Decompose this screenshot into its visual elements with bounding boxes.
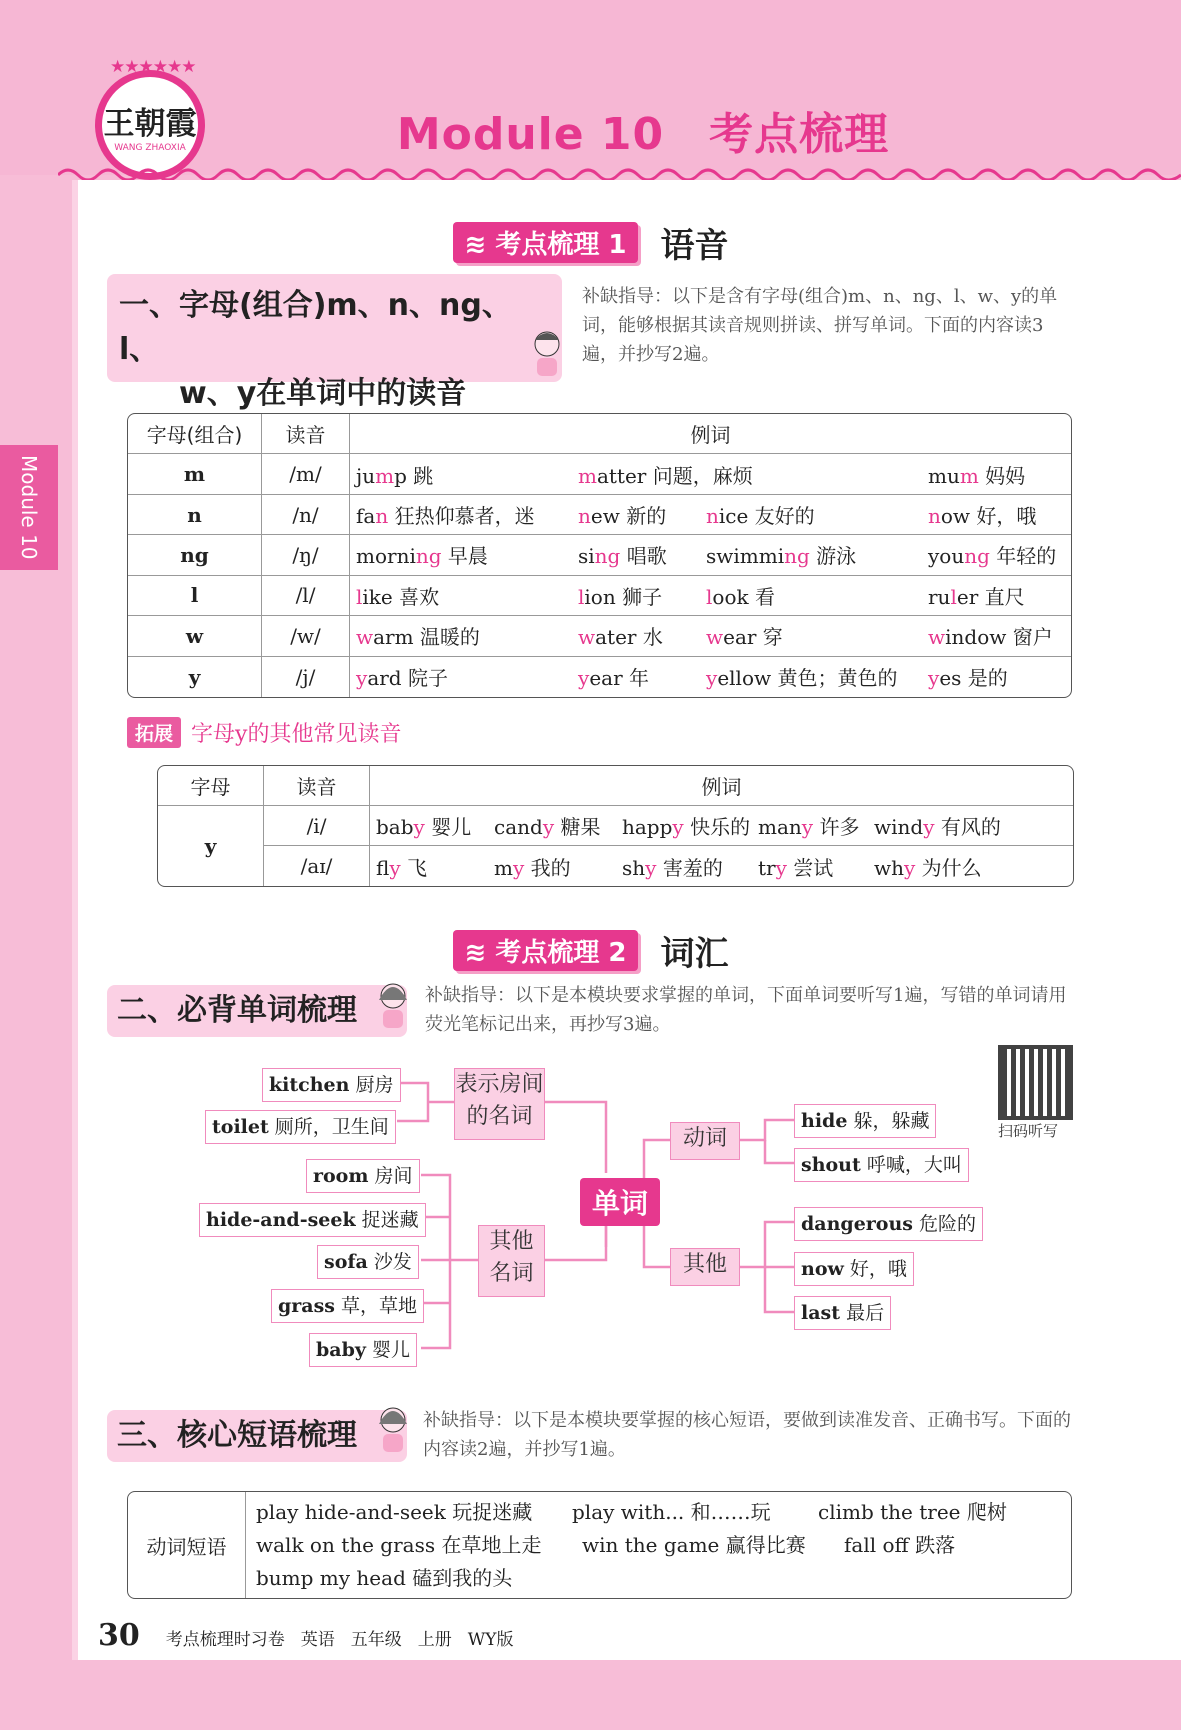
word-part: ju xyxy=(356,463,376,488)
phrase-item: bump my head 磕到我的头 xyxy=(256,1566,513,1590)
phrase-row xyxy=(256,1529,1061,1562)
word-part: y xyxy=(775,855,787,880)
word-part: 我的 xyxy=(524,855,571,880)
word-part: y xyxy=(706,666,718,691)
word-part: 狮子 xyxy=(615,584,663,609)
word-part: y xyxy=(904,855,916,880)
row-sound: /l/ xyxy=(262,576,350,616)
word-part: 糖果 xyxy=(554,815,601,839)
word-part: y xyxy=(356,666,368,691)
word-part: morni xyxy=(356,544,416,569)
word-part: arm xyxy=(373,625,414,650)
word-part: ice xyxy=(718,504,749,529)
row-sound: /j/ xyxy=(262,657,350,697)
row-sound: /ŋ/ xyxy=(262,535,350,575)
word-part: 游泳 xyxy=(809,544,857,569)
category-other-nouns: 其他名词 xyxy=(478,1225,545,1297)
word-part: l xyxy=(950,584,957,609)
col-header-letter: 字母 xyxy=(158,766,264,806)
word-part: atter xyxy=(596,463,647,488)
word-part: 问题，麻烦 xyxy=(646,463,753,488)
footer-subject: 英语 xyxy=(300,1630,335,1650)
word-node-sofa xyxy=(317,1245,419,1279)
word-part: y xyxy=(801,815,814,839)
word-part: fl xyxy=(376,855,390,880)
word-part: 年 xyxy=(622,666,649,691)
word-part: 有风的 xyxy=(934,815,1001,839)
phrase-item: play hide-and-seek 玩捉迷藏 xyxy=(256,1500,533,1524)
word-part: ng xyxy=(784,544,810,569)
word-part: ater xyxy=(595,625,637,650)
logo-text: 王朝霞 xyxy=(103,105,197,142)
phrase-row xyxy=(256,1562,1061,1595)
word-part: es xyxy=(939,666,962,691)
word-part: 喜欢 xyxy=(392,584,440,609)
word-part: 穿 xyxy=(756,625,783,650)
phrase-item: win the game 赢得比赛 xyxy=(582,1533,806,1557)
footer-edition: WY版 xyxy=(467,1630,514,1650)
word-part: m xyxy=(959,463,979,488)
word-part: l xyxy=(356,584,363,609)
word-part: 妈妈 xyxy=(978,463,1026,488)
row-sound: /aɪ/ xyxy=(264,846,370,886)
word-part: 害羞的 xyxy=(656,855,723,880)
word-part: happ xyxy=(622,815,673,839)
section-word: 语音 xyxy=(660,226,729,266)
word-part: ng xyxy=(964,544,990,569)
word-node-now xyxy=(794,1252,914,1286)
word-part: y xyxy=(542,815,555,839)
word-part: ellow xyxy=(717,666,772,691)
word-part: sh xyxy=(622,855,646,880)
col-header-letter: 字母(组合) xyxy=(128,414,262,454)
word-part: you xyxy=(928,544,965,569)
row-sound: /w/ xyxy=(262,616,350,656)
word-part: ru xyxy=(928,584,951,609)
word-zh: 躲，躲藏 xyxy=(853,1110,930,1132)
page-number: 30 xyxy=(98,1618,140,1653)
girl-avatar-icon xyxy=(376,1404,410,1454)
word-part: 水 xyxy=(636,625,663,650)
category-others: 其他 xyxy=(670,1248,740,1286)
section-word: 词汇 xyxy=(660,934,729,974)
word-part: ow xyxy=(940,504,971,529)
footer-grade: 五年级 xyxy=(350,1630,402,1650)
word-part: 院子 xyxy=(401,666,448,691)
word-part: m xyxy=(578,463,597,488)
phrase-item: fall off 跌落 xyxy=(844,1533,956,1557)
extension-tag: 拓展 xyxy=(127,717,181,748)
word-en: dangerous xyxy=(801,1213,913,1235)
mindmap-center: 单词 xyxy=(580,1178,660,1226)
word-part: 友好的 xyxy=(748,504,815,529)
word-en: room xyxy=(313,1165,369,1187)
word-part: bab xyxy=(376,815,414,839)
word-part: m xyxy=(494,855,513,880)
word-part: 许多 xyxy=(813,815,860,839)
word-en: kitchen xyxy=(269,1074,350,1096)
word-node-last xyxy=(794,1296,891,1330)
word-part: y xyxy=(928,666,940,691)
word-part: ng xyxy=(415,544,442,569)
word-en: shout xyxy=(801,1154,861,1176)
word-part: n xyxy=(578,504,591,529)
word-zh: 最后 xyxy=(846,1302,885,1324)
phrase-rows xyxy=(246,1492,1071,1598)
word-node-baby xyxy=(309,1333,417,1367)
part3-guide: 补缺指导：以下是本模块要掌握的核心短语，要做到读准发音、正确书写。下面的内容读2遍，并抄写1遍。 xyxy=(423,1410,1071,1460)
phrase-item: play with... 和……玩 xyxy=(572,1500,771,1524)
word-part: 唱歌 xyxy=(620,544,667,569)
extension-text: 字母y的其他常见读音 xyxy=(191,722,402,747)
word-part: y xyxy=(389,855,401,880)
word-en: grass xyxy=(278,1295,335,1317)
word-part: man xyxy=(758,815,802,839)
word-part: l xyxy=(706,584,713,609)
word-part: 跳 xyxy=(406,463,434,488)
word-part: tr xyxy=(758,855,776,880)
word-en: sofa xyxy=(324,1251,368,1273)
word-part: p xyxy=(394,463,407,488)
qr-label: 扫码听写 xyxy=(998,1122,1059,1140)
word-part: wind xyxy=(874,815,924,839)
word-node-grass xyxy=(271,1289,424,1323)
phrase-item: walk on the grass 在草地上走 xyxy=(256,1533,542,1557)
qr-code-icon[interactable] xyxy=(998,1045,1073,1120)
word-part: 窗户 xyxy=(1006,625,1053,650)
phrase-item: climb the tree 爬树 xyxy=(818,1500,1007,1524)
word-part: ike xyxy=(362,584,393,609)
page-title: Module 10 考点梳理 xyxy=(396,109,890,160)
word-part: ook xyxy=(712,584,749,609)
word-part: m xyxy=(375,463,395,488)
logo-subtext: WANG ZHAOXIA xyxy=(114,142,186,153)
col-header-sound: 读音 xyxy=(264,766,370,806)
section-badge: ≋ 考点梳理 2 xyxy=(453,930,639,971)
word-zh: 好，哦 xyxy=(849,1258,907,1280)
module-side-tab: Module 10 xyxy=(0,445,58,570)
phrase-label: 动词短语 xyxy=(128,1492,246,1598)
row-letter: l xyxy=(128,576,262,616)
category-room-nouns: 表示房间的名词 xyxy=(454,1068,545,1140)
word-part: ear xyxy=(723,625,757,650)
word-part: 直尺 xyxy=(978,584,1025,609)
section-badge: ≋ 考点梳理 1 xyxy=(453,222,639,263)
word-part: y xyxy=(645,855,657,880)
word-part: y xyxy=(923,815,935,839)
row-letter: w xyxy=(128,616,262,656)
word-en: last xyxy=(801,1302,841,1324)
word-part: 年轻的 xyxy=(989,544,1057,569)
phrase-table xyxy=(127,1491,1072,1599)
word-part: indow xyxy=(945,625,1007,650)
word-part: 婴儿 xyxy=(424,815,472,839)
word-part: er xyxy=(956,584,979,609)
word-part: w xyxy=(578,625,596,650)
word-part: 早晨 xyxy=(441,544,488,569)
part1-heading-line1: 一、字母(组合)m、n、ng、l、 xyxy=(119,288,512,367)
part2-heading: 二、必背单词梳理 xyxy=(107,985,407,1037)
row-letter: ng xyxy=(128,535,262,575)
word-part: l xyxy=(578,584,585,609)
word-part: y xyxy=(578,666,590,691)
col-header-examples: 例词 xyxy=(370,766,1073,806)
word-part: n xyxy=(706,504,719,529)
row-letter: y xyxy=(128,657,262,697)
part2-guide: 补缺指导：以下是本模块要求掌握的单词，下面单词要听写1遍，写错的单词请用荧光笔标记出来，再抄写3遍。 xyxy=(425,985,1067,1035)
word-part: 是的 xyxy=(961,666,1008,691)
word-part: si xyxy=(578,544,595,569)
part1-heading-line2: w、y在单词中的读音 xyxy=(179,376,467,411)
word-part: 狂热仰慕者，迷 xyxy=(388,504,535,529)
word-part: 尝试 xyxy=(786,855,834,880)
word-part: n xyxy=(375,504,389,529)
row-letter: y xyxy=(158,806,264,886)
word-part: w xyxy=(928,625,946,650)
word-node-toilet xyxy=(205,1110,396,1144)
word-zh: 厕所，卫生间 xyxy=(274,1116,389,1138)
word-part: ew xyxy=(590,504,620,529)
row-sound: /m/ xyxy=(262,454,350,494)
word-node-room xyxy=(306,1159,420,1193)
part1-guide: 补缺指导：以下是含有字母(组合)m、n、ng、l、w、y的单词，能够根据其读音规则拼读、拼写单词。下面的内容读3遍，并抄写2遍。 xyxy=(582,286,1058,365)
word-zh: 房间 xyxy=(374,1165,413,1187)
word-part: 快乐的 xyxy=(683,815,751,839)
word-zh: 婴儿 xyxy=(371,1339,410,1361)
word-part: ear xyxy=(589,666,623,691)
word-zh: 捉迷藏 xyxy=(361,1209,419,1231)
row-sound: /n/ xyxy=(262,495,350,535)
word-part: w xyxy=(356,625,374,650)
word-part: 新的 xyxy=(619,504,667,529)
word-part: 温暖的 xyxy=(413,625,480,650)
word-part: y xyxy=(672,815,684,839)
word-part: ng xyxy=(594,544,621,569)
word-part: 为什么 xyxy=(915,855,982,880)
word-en: baby xyxy=(316,1339,366,1361)
col-header-sound: 读音 xyxy=(262,414,350,454)
word-part: fa xyxy=(356,504,376,529)
word-part: y xyxy=(413,815,425,839)
footer-book: 考点梳理时习卷 xyxy=(165,1630,285,1650)
phrase-row xyxy=(256,1496,1061,1529)
word-part: swimmi xyxy=(706,544,785,569)
row-letter: m xyxy=(128,454,262,494)
word-zh: 沙发 xyxy=(373,1251,412,1273)
col-header-examples: 例词 xyxy=(350,414,1071,454)
word-en: hide-and-seek xyxy=(206,1209,356,1231)
page-footer xyxy=(98,1618,513,1653)
footer-volume: 上册 xyxy=(417,1630,452,1650)
category-verbs: 动词 xyxy=(670,1122,740,1160)
word-zh: 草，草地 xyxy=(341,1295,418,1317)
word-node-shout xyxy=(794,1148,969,1182)
word-node-hide-and-seek xyxy=(199,1203,426,1237)
row-sound: /i/ xyxy=(264,806,370,846)
word-node-kitchen xyxy=(262,1068,401,1102)
word-part: n xyxy=(928,504,941,529)
word-en: hide xyxy=(801,1110,848,1132)
word-part: 看 xyxy=(748,584,775,609)
word-node-hide xyxy=(794,1104,936,1138)
word-part: ion xyxy=(584,584,616,609)
word-zh: 厨房 xyxy=(355,1074,394,1096)
word-part: 好，哦 xyxy=(970,504,1037,529)
word-part: cand xyxy=(494,815,543,839)
word-zh: 呼喊，大叫 xyxy=(866,1154,962,1176)
word-zh: 危险的 xyxy=(919,1213,977,1235)
word-node-dangerous xyxy=(794,1207,983,1241)
word-part: ard xyxy=(367,666,402,691)
word-part: 黄色；黄色的 xyxy=(771,666,898,691)
row-letter: n xyxy=(128,495,262,535)
word-en: now xyxy=(801,1258,844,1280)
word-part: 飞 xyxy=(400,855,428,880)
word-part: w xyxy=(706,625,724,650)
word-part: y xyxy=(512,855,525,880)
word-part: mu xyxy=(928,463,960,488)
word-en: toilet xyxy=(212,1116,269,1138)
part3-heading: 三、核心短语梳理 xyxy=(107,1410,407,1462)
word-part: wh xyxy=(874,855,904,880)
star-icon: ★★★★★★ xyxy=(110,57,196,77)
